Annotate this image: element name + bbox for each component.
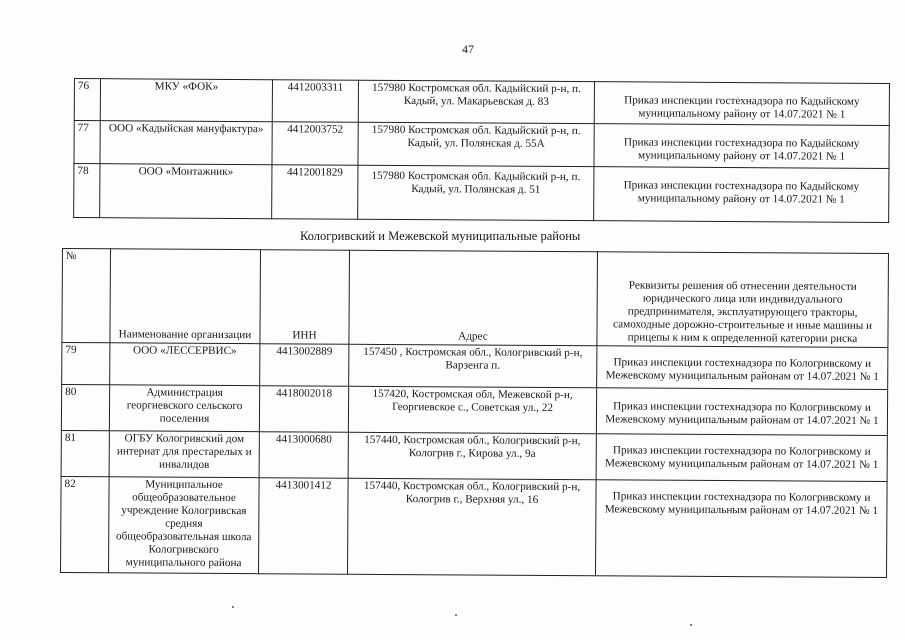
address: 157420, Костромская обл, Межевской р-н, Георгиевское с., Советская ул., 22	[348, 386, 596, 434]
address: 157450 , Костромская обл., Кологривский р-н, Варзенга п.	[349, 344, 597, 388]
inn: 4413002889	[260, 344, 349, 387]
decision-doc: Приказ инспекции гостехнадзора по Кадыйскому муниципальному району от 14.07.2021 № 1	[594, 167, 889, 223]
inn: 4413001412	[259, 478, 349, 575]
row-number: 82	[61, 476, 110, 572]
decision-doc: Приказ инспекции гостехнадзора по Кологривскому и Межевскому муниципальным районам от 14.07.2021 № 1	[596, 480, 888, 578]
inn: 4412003311	[272, 80, 358, 123]
row-number: 76	[74, 79, 100, 121]
table-row	[61, 476, 888, 577]
col-header-address: Адрес	[349, 250, 598, 346]
row-number: 79	[62, 343, 110, 385]
decision-doc: Приказ инспекции гостехнадзора по Кадыйскому муниципальному району от 14.07.2021 № 1	[594, 124, 889, 169]
decision-doc: Приказ инспекции гостехнадзора по Кологривскому и Межевскому муниципальным районам от 14.07.2021 № 1	[596, 388, 887, 436]
table-row	[74, 121, 889, 169]
table-row	[61, 385, 887, 436]
scan-speck	[455, 614, 457, 616]
decision-doc: Приказ инспекции гостехнадзора по Кологривскому и Межевскому муниципальным районам от 14.07.2021 № 1	[596, 434, 887, 482]
table-header	[62, 249, 889, 348]
table-row	[61, 430, 887, 481]
org-name: Администрация георгиевского сельского поселения	[109, 385, 259, 432]
row-number: 81	[61, 430, 109, 476]
table-row	[74, 79, 889, 126]
col-header-number: №	[62, 249, 111, 343]
inn: 4413000680	[259, 432, 348, 479]
table-row	[62, 343, 888, 390]
kologriv-mezha-table	[60, 248, 889, 578]
table-row	[74, 164, 889, 223]
col-header-name: Наименование организации	[110, 249, 261, 344]
decision-doc: Приказ инспекции гостехнадзора по Кологривскому и Межевскому муниципальным районам от 14.07.2021 № 1	[597, 346, 888, 390]
address: 157980 Костромская обл. Кадыйский р-н, п. Кадый, ул. Полянская д. 51	[358, 165, 594, 220]
address: 157440, Костромская обл., Кологривский р-н, Кологрив г., Кирова ул., 9а	[348, 432, 596, 480]
inn: 4412003752	[272, 122, 358, 166]
col-header-inn: ИНН	[260, 250, 350, 345]
col-header-decision: Реквизиты решения об отнесении деятельности юридического лица или индивидуального предпринимателя, эксплуатирующего тракторы, самоходные дорожно-строительные и иные машины и прицепы к ним к определенной категории риска	[597, 252, 889, 348]
address: 157980 Костромская обл. Кадыйский р-н, п. Кадый, ул. Полянская д. 55А	[358, 122, 594, 166]
org-name: Муниципальное общеобразовательное учреждение Кологривская средняя общеобразовательная школа Кологривского муниципального района	[109, 477, 260, 574]
scan-speck	[232, 606, 234, 608]
address: 157440, Костромская обл., Кологривский р-н, Кологрив г., Верхняя ул., 16	[348, 478, 597, 576]
org-name: ООО «ЛЕССЕРВИС»	[110, 343, 260, 386]
org-name: МКУ «ФОК»	[100, 79, 272, 122]
org-name: ОГБУ Кологривский дом интернат для престарелых и инвалидов	[109, 431, 259, 478]
page-number: 47	[462, 42, 474, 56]
inn: 4412001829	[272, 165, 358, 220]
org-name: ООО «Кадыйская мануфактура»	[100, 121, 272, 165]
scan-speck	[690, 624, 692, 626]
section-title: Кологривский и Межевской муниципальные районы	[300, 229, 581, 243]
decision-doc: Приказ инспекции гостехнадзора по Кадыйскому муниципальному району от 14.07.2021 № 1	[594, 82, 889, 126]
row-number: 80	[61, 385, 109, 431]
row-number: 77	[74, 121, 100, 164]
row-number: 78	[74, 164, 100, 218]
kadyi-table	[73, 78, 890, 223]
address: 157980 Костромская обл. Кадыйский р-н, п. Кадый, ул. Макарьевская д. 83	[358, 80, 594, 123]
org-name: ООО «Монтажник»	[100, 164, 272, 219]
inn: 4418002018	[259, 386, 348, 433]
